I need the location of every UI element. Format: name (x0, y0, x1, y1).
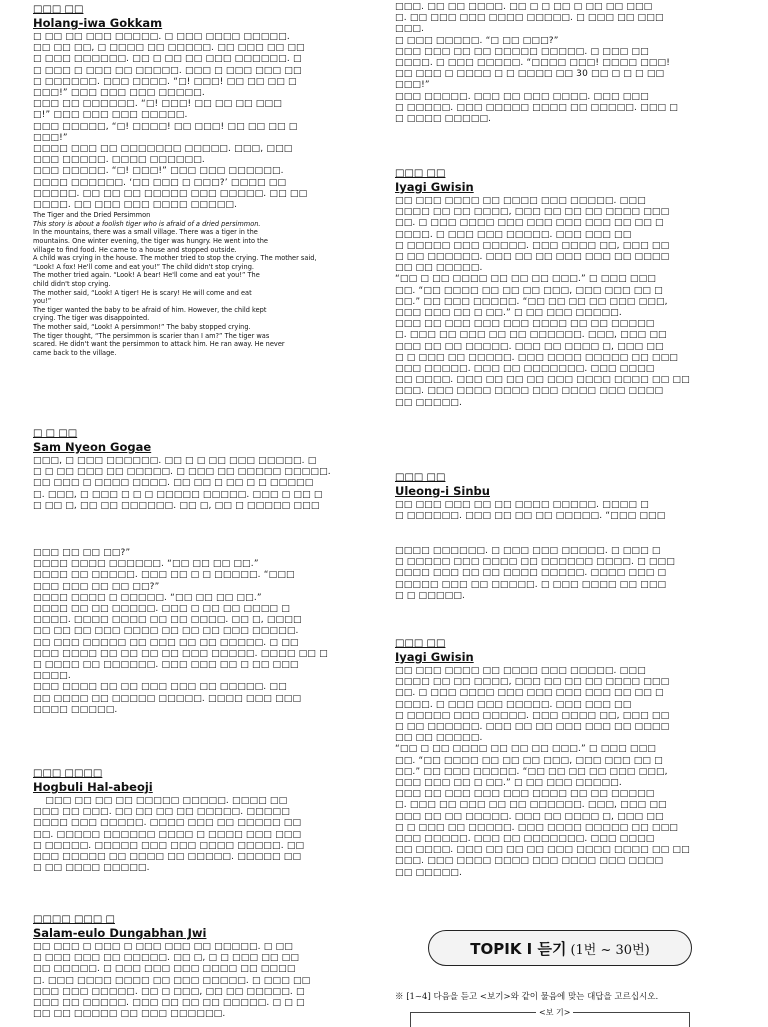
body-line: □□ □□□ □ □□□□ □□□□. □□ □□ □ □□ □ □ □□□□□ (33, 478, 314, 489)
body-line: □□. “□□ □□□□ □□ □□ □□ □□□, □□□ □□□ □□ □ (395, 755, 663, 766)
body-line: □□□ □□ □□ □□ □□□□□ □□□□□. □□□□ □□ (33, 796, 288, 806)
english-line: crying. The tiger was disappointed. (33, 314, 150, 323)
english-line: In the mountains, there was a small village. There was a tiger in the (33, 228, 258, 237)
example-label: <보 기> (536, 1007, 573, 1018)
body-line: □□. □□□□□ □□□□□□ □□□□ □ □□□□ □□□ □□□ (33, 829, 302, 840)
body-line: □ □□□□□ □□□ □□□□□. □□□ □□□□ □□, □□□ □□ (395, 710, 670, 721)
body-line: □□.” □□ □□□ □□□□□. “□□ □□ □□ □□ □□□ □□□, (395, 766, 668, 777)
story-romanized-title: Salam-eulo Dungabhan Jwi (33, 926, 207, 940)
body-line: □□ □□□ □ □□□ □ □□□ □□□ □□ □□□□□. □ □□ (33, 942, 293, 952)
body-line: □. □□ □□□ □□□ □□□□ □□□□□. □ □□□ □□ □□□ (395, 13, 664, 24)
body-line: □□□□ □□□□□□. ‘□□ □□□ □ □□□?’ □□□□ □□ (33, 177, 287, 188)
body-line: □. □□□, □ □□□ □ □ □ □□□□□ □□□□□. □□□ □ □□ □ (33, 489, 323, 500)
english-line: The Tiger and the Dried Persimmon (33, 211, 151, 220)
example-box (410, 1008, 690, 1027)
story-korean-title: □ □ □□ (33, 428, 78, 439)
body-line: □□□□. □□ □□□ □□□ □□□□ □□□□□. (33, 200, 238, 211)
body-line: □ □□□ □□□□□. “□ □□ □□□?” (395, 35, 559, 46)
body-line: □□ □□ □□ □□□ □□□□ □□ □□ □□ □□□ □□□□□. (33, 626, 299, 637)
body-line: □□□ □□□□□. “□! □□□!” □□□ □□□ □□□□□□. (33, 166, 284, 177)
body-line: □□□□ □□ □□ □□□□, □□□ □□ □□ □□ □□□□ □□□ (395, 207, 670, 218)
body-line: □□□ □□ □□ □□□□□. □□□ □□ □□□□ □, □□□ □□ (395, 341, 664, 352)
body-line: □□ □□□ □□□□□ □□ □□□ □□ □□ □□□□□. □ □□ (33, 637, 299, 648)
topik-listening-header (428, 930, 692, 966)
body-line: □□□ □□ □□□. □□ □□ □□ □□ □□□□□. □□□□□ (33, 807, 290, 818)
body-line: □□.” □□ □□□ □□□□□. “□□ □□ □□ □□ □□□ □□□, (395, 296, 668, 307)
body-line: □□□ □□□□□. □□□ □□ □□□□□□□. □□□ □□□□ (395, 364, 655, 375)
english-line: The tiger thought, “The persimmon is scarier than I am?” The tiger was (33, 331, 270, 340)
body-line: □ □□□ □ □□□ □□ □□□□□. □□□ □ □□□ □□□ □□ (33, 65, 302, 76)
body-line: □□□□ □□□ □□ □□ □□□□ □□□□□. □□□□ □□□ □ (395, 568, 667, 579)
body-line: □□ □□□□□. (395, 867, 463, 878)
body-line: □. □□□ □□ □□□ □□ □□ □□□□□□. □□□, □□□ □□ (395, 800, 667, 811)
body-line: □□□ □□□□□. □□□ □□ □□□□□□□. □□□ □□□□ (395, 834, 655, 845)
body-line: □ □□□□ □□□□□. (395, 114, 492, 125)
question-instruction: ※ [1~4] 다음을 듣고 <보기>와 같이 물음에 맞는 대답을 고르십시오. (395, 992, 659, 1002)
body-line: □□□ □□ □□□ □□□ □□□ □□□□ □□ □□ □□□□□ (395, 319, 655, 330)
body-line: □□□□ □□□□□. (33, 704, 118, 715)
body-line: □□□ □□ □□□□□□. “□! □□□! □□ □□ □□ □□□ (33, 99, 282, 110)
body-line: □□ □□□□□. □ □□□ □□□ □□□ □□□□ □□ □□□□ (33, 964, 296, 975)
body-line: □ □□□□□□. □□□ □□ □□ □□ □□□□□. “□□□ □□□ (395, 511, 666, 522)
body-line: □□ □□□ □ □□□□ □ □ □□□□ □□ 30 □□ □ □ □ □□ (395, 69, 665, 80)
body-line: □ □□ □□ □□□ □□□□□. □ □□□ □□□□ □□□□□. (33, 32, 290, 42)
body-line: □□□ □□ □□ □□□□□. □□□ □□ □□□□ □, □□□ □□ (395, 811, 664, 822)
body-line: □. □□□ □□ □□□ □□ □□ □□□□□□. □□□, □□□ □□ (395, 330, 667, 341)
body-line: □ □□□□□ □□□ □□□□ □□ □□□□□□ □□□□. □ □□□ (395, 557, 675, 568)
body-line: □□□, □ □□□ □□□□□□. □□ □ □ □□ □□□ □□□□□. □ (33, 456, 317, 466)
body-line: □ □ □□□ □□ □□□□□. □□□ □□□□ □□□□□ □□ □□□ (395, 352, 679, 363)
english-line: you!” (33, 297, 52, 306)
body-line: “□□ □ □□ □□□□ □□ □□ □□ □□□.” □ □□□ □□□ (395, 274, 656, 285)
body-line: □□□ □□□ □□ □□ □□?” (33, 581, 160, 592)
body-line: □□ □□ □□□□□ □□ □□□ □□□□□□. (33, 1009, 226, 1020)
story-uleong-i-sinbu (395, 472, 707, 522)
body-line: □□□ □□□ □□ □ □□.” □ □□ □□□ □□□□□. (395, 308, 622, 319)
english-line: This story is about a foolish tiger who is afraid of a dried persimmon. (33, 219, 261, 228)
story-sam-nyeon-gogae (33, 428, 373, 512)
body-line: □□□ □□□ □□ □□ □□□□□ □□□□□. □ □□□ □□ (395, 46, 649, 57)
body-line: □□□ □□□ □□ □ □□.” □ □□ □□□ □□□□□. (395, 778, 622, 789)
story-korean-title: □□□□ □□□ □ (33, 914, 115, 925)
body-line: □□ □□ □□, □ □□□□ □□ □□□□□. □□ □□□ □□ □□ (33, 43, 305, 54)
english-line: child didn't stop crying. (33, 280, 111, 288)
body-line: □□ □□□ □□□□ □□ □□□□ □□□ □□□□□. □□□ (395, 196, 646, 206)
body-line: □ □□□□ □□ □□□□□□. □□□ □□□ □□ □ □□ □□□ (33, 660, 299, 671)
story-continuation-right-2 (395, 546, 707, 602)
body-line: □ □□□ □□□□□□. □□ □ □□ □□ □□□ □□□□□□. □ (33, 54, 302, 65)
body-line: □□□!” (33, 132, 68, 143)
story-english-translation (33, 211, 373, 357)
body-line: □□□. □□ □□ □□□□. □□ □ □ □□ □ □□ □□ □□□ (395, 2, 653, 12)
body-line: □ □□ □□□□ □□□□□. (33, 863, 150, 874)
body-line: □□ □□□□□. (395, 397, 463, 408)
body-line: □□□ □□□□□. □□□□ □□□□□□. (33, 155, 205, 166)
body-line: □□. “□□ □□□□ □□ □□ □□ □□□, □□□ □□□ □□ □ (395, 285, 663, 296)
body-line: □□□□ □□ □□ □□□□, □□□ □□ □□ □□ □□□□ □□□ (395, 677, 670, 688)
body-line: □□. □ □□□ □□□□ □□□ □□□ □□□ □□□ □□ □□ □ (395, 218, 664, 229)
body-line: □□□ □□□□□, “□! □□□□! □□ □□□! □□ □□ □□ □ (33, 121, 298, 132)
body-line: □□□ □□□□ □□ □□ □□ □□ □□□ □□□□□. □□□□ □□ □ (33, 648, 328, 659)
body-line: □□□!” (395, 80, 430, 91)
story-korean-title: □□□ □□ (395, 638, 446, 649)
body-line: □!” □□□ □□□ □□□ □□□□□. (33, 110, 188, 121)
story-romanized-title: Uleong-i Sinbu (395, 484, 490, 498)
body-line: □□□!” □□□ □□□ □□□ □□□□□. (33, 88, 205, 99)
body-line: □. □□□ □□□□ □□□□ □□ □□□ □□□□□. □ □□□ □□ (33, 975, 311, 986)
story-korean-title: □□□ □□ (395, 168, 446, 179)
body-line: □□□ □□ □□ □□?” (33, 548, 131, 558)
body-line: □□ □□□□ □□ □□□□□ □□□□□. □□□□ □□□ □□□ (33, 693, 302, 704)
story-korean-body (33, 32, 373, 211)
body-line: □□ □□□□. □□□ □□ □□ □□ □□□ □□□□ □□□□ □□ □□ (395, 845, 690, 856)
body-line: □□ □□ □□□□□. (395, 263, 483, 274)
body-line: □□ □□ □□□□□. (395, 733, 483, 744)
body-line: □□□ □□ □□□ □□□ □□□ □□□□ □□ □□ □□□□□ (395, 789, 655, 800)
body-line: □□□. □□□ □□□□ □□□□ □□□ □□□□ □□□ □□□□ (395, 386, 664, 397)
story-continuation (33, 548, 373, 716)
body-line: □□□□ □□□□ □□□□□□. “□□ □□ □□ □□.” (33, 559, 259, 570)
body-line: □□□□ □□□ □□ □□□□□□□ □□□□□. □□□, □□□ (33, 144, 293, 155)
body-line: □□□. (395, 24, 425, 35)
body-line: □□ □□□□. □□□ □□ □□ □□ □□□ □□□□ □□□□ □□ □□ (395, 375, 690, 386)
body-line: □□□□ □□□□□□. □ □□□ □□□ □□□□□. □ □□□ □ (395, 546, 661, 556)
body-line: □□□□. □ □□□ □□□□□. “□□□□ □□□! □□□□ □□□! (395, 58, 671, 69)
topik-header-range: (1번 ~ 30번) (570, 942, 650, 958)
body-line: □□□ □□ □□□□□. □□□ □□ □□ □□ □□□□□. □ □ □ (33, 998, 305, 1009)
english-line: mountains. One winter evening, the tiger was hungry. He went into the (33, 237, 268, 246)
story-romanized-title: Sam Nyeon Gogae (33, 440, 152, 454)
story-holang-iwa-gokkam (33, 4, 373, 357)
english-line: A child was crying in the house. The mother tried to stop the crying. The mother said, (33, 254, 317, 263)
body-line: □□□□. (33, 671, 71, 682)
story-continuation-right (395, 2, 707, 125)
body-line: □ □□□□□. □□□□□ □□□ □□□ □□□□ □□□□□. □□ (33, 840, 305, 851)
story-korean-title: □□□ □□□□ (33, 768, 103, 779)
english-line: The mother said, “Look! A persimmon!” The baby stopped crying. (33, 322, 251, 331)
body-line: □□□□ □□□ □□□□□. □□□□ □□□ □□ □□□□□ □□ (33, 818, 302, 829)
body-line: □ □□□□□ □□□ □□□□□. □□□ □□□□ □□, □□□ □□ (395, 240, 670, 251)
story-salam-eulo-dungabhan-jwi (33, 914, 373, 1020)
english-line: The tiger wanted the baby to be afraid of him. However, the child kept (33, 305, 267, 314)
story-romanized-title: Iyagi Gwisin (395, 180, 474, 194)
body-line: □□□ □□□□□ □□ □□□□ □□ □□□□□. □□□□□ □□ (33, 852, 302, 863)
body-line: “□□ □ □□ □□□□ □□ □□ □□ □□□.” □ □□□ □□□ (395, 744, 656, 755)
body-line: □ □□ □, □□ □□ □□□□□□. □□ □, □□ □ □□□□□ □□□ (33, 500, 320, 511)
body-line: □□□□□. □□ □□ □□ □□□□□ □□□ □□□□□. □□ □□ (33, 188, 308, 199)
body-line: □□□□. □□□□ □□□□ □□ □□ □□□□. □□ □, □□□□ (33, 615, 302, 626)
body-line: □ □ □□ □□□ □□ □□□□□. □ □□□ □□ □□□□□ □□□□□. (33, 467, 331, 478)
story-korean-title: □□□ □□ (395, 472, 446, 483)
story-iyagi-gwisin-repeat (395, 638, 707, 879)
english-line: “Look! A fox! He'll come and eat you!” The child didn't stop crying. (33, 262, 255, 271)
body-line: □□□. □□□ □□□□ □□□□ □□□ □□□□ □□□ □□□□ (395, 856, 664, 867)
english-line: The mother said, “Look! A tiger! He is scary! He will come and eat (33, 288, 252, 297)
english-line: came back to the village. (33, 348, 117, 357)
story-hogbuli-hal-abeoji (33, 768, 373, 874)
body-line: □ □□ □□□□□□. □□□ □□ □□ □□□ □□□ □□ □□□□ (395, 722, 670, 733)
body-line: □□□□. □ □□□ □□□ □□□□□. □□□ □□□ □□ (395, 229, 632, 240)
body-line: □□□□ □□ □□□□□. □□□ □□ □ □ □□□□□. “□□□ (33, 570, 295, 581)
body-line: □□□□□ □□□ □□ □□□□□. □ □□□ □□□□ □□ □□□ (395, 579, 667, 590)
body-line: □ □ □□□□□. (395, 590, 466, 601)
story-romanized-title: Hogbuli Hal-abeoji (33, 780, 153, 794)
body-line: □ □□□ □□□ □□ □□□□□. □□ □, □ □ □□□ □□ □□ (33, 953, 300, 964)
body-line: □□. □ □□□ □□□□ □□□ □□□ □□□ □□□ □□ □□ □ (395, 688, 664, 699)
english-line: village to find food. He came to a house and stopped outside. (33, 245, 237, 254)
body-line: □ □□□□□□. □□□ □□□□. “□! □□□! □□ □□ □□ □ (33, 76, 297, 87)
story-korean-title: □□□ □□ (33, 4, 84, 15)
body-line: □□□□. □ □□□ □□□ □□□□□. □□□ □□□ □□ (395, 699, 632, 710)
english-line: scared. He didn't want the persimmon to attack him. He ran away. He never (33, 340, 285, 349)
body-line: □□ □□□ □□□□ □□ □□□□ □□□ □□□□□. □□□ (395, 666, 646, 676)
body-line: □□□□ □□ □□ □□□□□. □□□ □ □□ □□ □□□□ □ (33, 604, 290, 615)
body-line: □□□□ □□□□ □ □□□□□. “□□ □□ □□ □□.” (33, 592, 262, 603)
story-iyagi-gwisin (395, 168, 707, 409)
body-line: □ □□□□□. □□□ □□□□□ □□□□ □□ □□□□□. □□□ □ (395, 102, 679, 113)
body-line: □□ □□□ □□□ □□ □□ □□□□ □□□□□. □□□□ □ (395, 500, 649, 510)
body-line: □ □□ □□□□□□. □□□ □□ □□ □□□ □□□ □□ □□□□ (395, 252, 670, 263)
topik-header-main: TOPIK Ⅰ 듣기 (470, 939, 567, 958)
body-line: □□□ □□□ □□□□□. □□ □ □□□, □□ □□ □□□□□. □ (33, 986, 305, 997)
english-line: The mother tried again. “Look! A bear! He'll come and eat you!” The (33, 271, 260, 280)
body-line: □ □ □□□ □□ □□□□□. □□□ □□□□ □□□□□ □□ □□□ (395, 822, 679, 833)
body-line: □□□ □□□□□. □□□ □□ □□□ □□□□. □□□ □□□ (395, 91, 649, 102)
story-romanized-title: Holang-iwa Gokkam (33, 16, 163, 30)
story-romanized-title: Iyagi Gwisin (395, 650, 474, 664)
body-line: □□□ □□□□ □□ □□ □□□ □□□ □□ □□□□□. □□ (33, 682, 287, 693)
